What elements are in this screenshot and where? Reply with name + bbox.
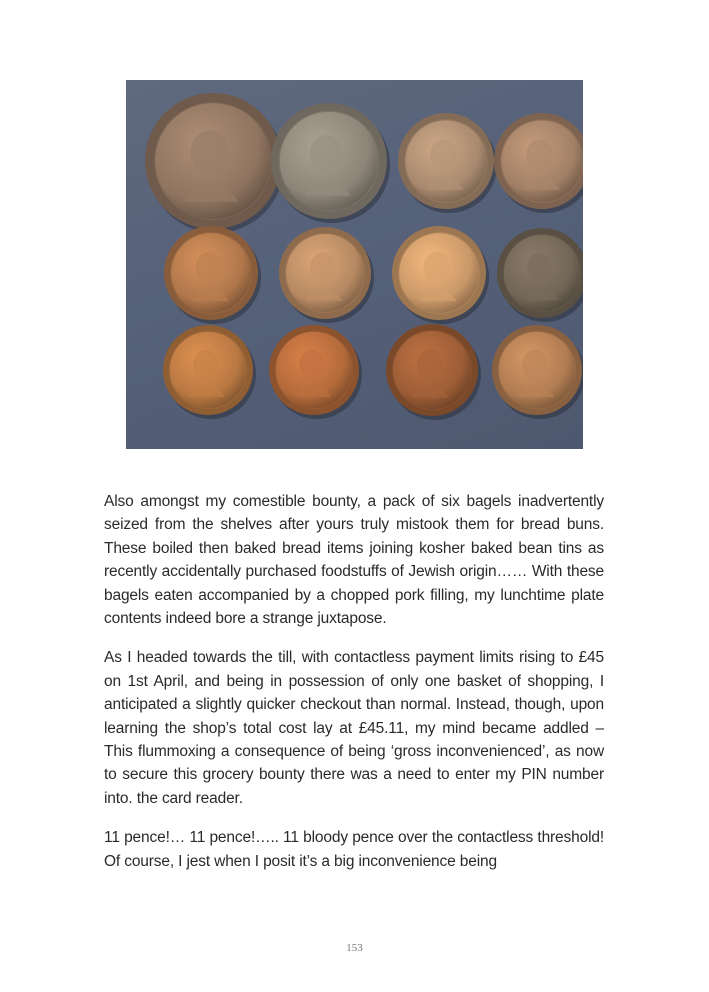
coin	[271, 103, 390, 223]
coin	[269, 325, 362, 419]
coin	[279, 227, 374, 323]
coin	[392, 226, 489, 324]
coin	[492, 325, 583, 419]
coin	[386, 324, 481, 420]
coin	[494, 113, 583, 213]
paragraph-3: 11 pence!… 11 pence!….. 11 bloody pence over the contactless threshold! Of course, I jest when I posit it’s a big inconvenience being	[104, 829, 604, 870]
coin	[398, 113, 497, 213]
coin	[163, 325, 256, 419]
body-text	[104, 490, 604, 889]
page-number: 153	[346, 942, 363, 954]
coins-photo	[126, 80, 583, 449]
paragraph-1: Also amongst my comestible bounty, a pack of six bagels inadvertently seized from the shelves after yours truly mistook them for bread buns. These boiled then baked bread items joining kosher baked bean tins as recently accidentally purchased foodstuffs of Jewish origin…… With these bagels eaten accompanied by a chopped pork filling, my lunchtime plate contents indeed bore a strange juxtapose.	[104, 493, 604, 628]
coin	[145, 93, 284, 233]
coin	[497, 228, 583, 322]
coins-image	[126, 80, 583, 449]
coin	[164, 226, 261, 324]
paragraph-2: As I headed towards the till, with contactless payment limits rising to £45 on 1st April, and being in possession of only one basket of shopping, I anticipated a slightly quicker checkout than normal. Instead, though, upon learning the shop’s total cost lay at £45.11, my mind became addled – This flummoxing a consequence of being ‘gross inconvenienced’, as now to secure this grocery bounty there was a need to enter my PIN number into. the card reader.	[104, 649, 604, 807]
